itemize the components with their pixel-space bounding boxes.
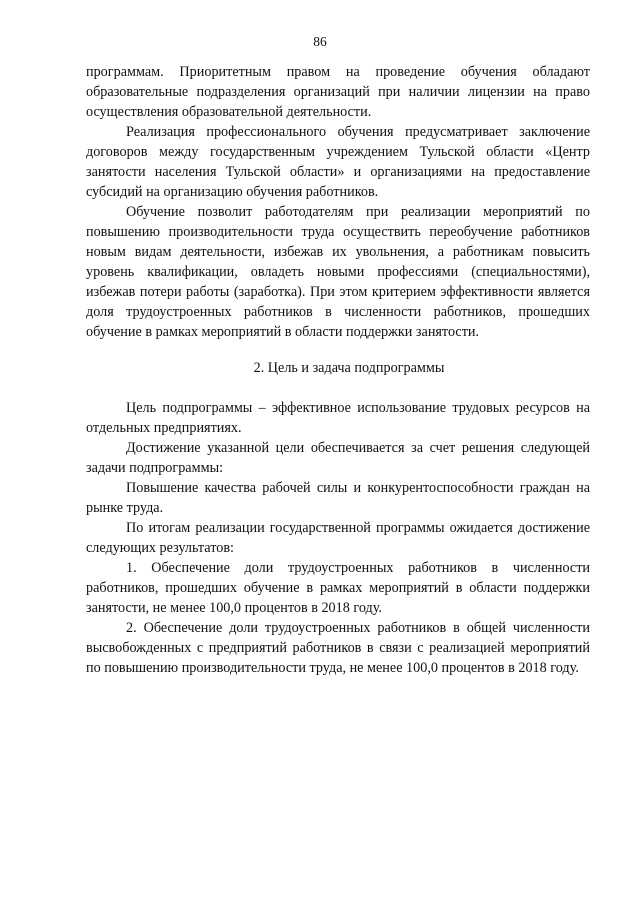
result-item-2: 2. Обеспечение доли трудоустроенных работников в общей численности высвобожденных с предприятий работников в связи с реализацией мероприятий по повышению производительности труда, не менее 100,0 процентов в 2018 году.	[86, 620, 590, 676]
page-number: 86	[313, 34, 327, 49]
paragraph-expected-results: По итогам реализации государственной программы ожидается достижение следующих результатов:	[86, 520, 590, 556]
spacer	[86, 342, 590, 358]
paragraph-goal-achievement: Достижение указанной цели обеспечивается за счет решения следующей задачи подпрограммы:	[86, 440, 590, 476]
paragraph-goal: Цель подпрограммы – эффективное использование трудовых ресурсов на отдельных предприятиях.	[86, 400, 590, 436]
result-item-1: 1. Обеспечение доли трудоустроенных работников в численности работников, прошедших обучение в рамках мероприятий в области поддержки занятости, не менее 100,0 процентов в 2018 году.	[86, 560, 590, 616]
paragraph-continuation: программам. Приоритетным правом на проведение обучения обладают образовательные подразделения организаций при наличии лицензии на право осуществления образовательной деятельности.	[86, 64, 590, 120]
document-body	[86, 62, 590, 678]
paragraph-task: Повышение качества рабочей силы и конкурентоспособности граждан на рынке труда.	[86, 480, 590, 516]
paragraph-training-contracts: Реализация профессионального обучения предусматривает заключение договоров между государственным учреждением Тульской области «Центр занятости населения Тульской области» и организациями на предоставление субсидий на организацию обучения работников.	[86, 124, 590, 200]
spacer	[86, 378, 590, 398]
section-heading: 2. Цель и задача подпрограммы	[253, 360, 445, 376]
paragraph-training-benefits: Обучение позволит работодателям при реализации мероприятий по повышению производительности труда осуществить переобучение работников новым видам деятельности, избежав их увольнения, а работникам повысить уровень квалификации, овладеть новыми профессиями (специальностями), избежав потери работы (заработка). При этом критерием эффективности является доля трудоустроенных работников в численности работников, прошедших обучение в рамках мероприятий в области поддержки занятости.	[86, 204, 590, 340]
